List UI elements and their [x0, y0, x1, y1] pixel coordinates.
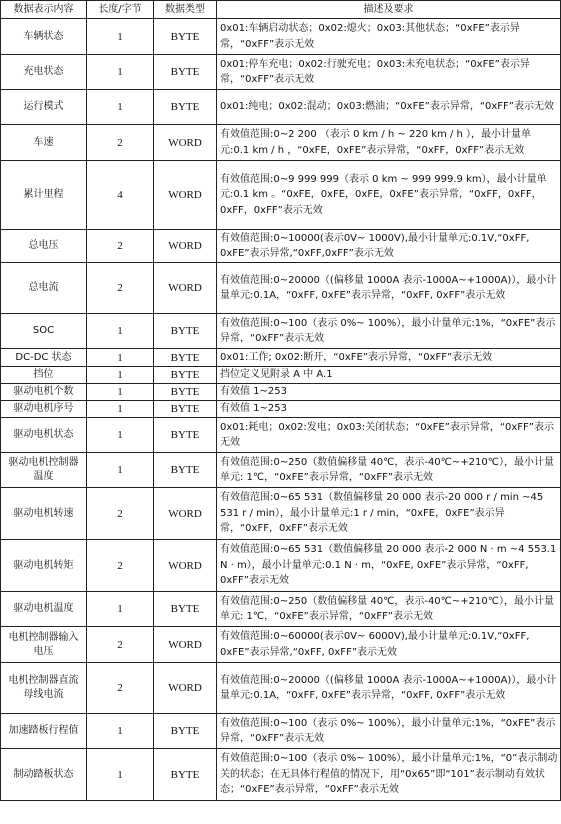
table-row: [1, 263, 561, 314]
row-description: 有效值范围:0~250（数值偏移量 40℃，表示-40℃~+210℃），最小计量单元: 1℃，“0xFE”表示异常，“0xFF”表示无效: [217, 592, 561, 627]
row-type: BYTE: [154, 401, 217, 418]
row-description: 有效值 1~253: [217, 384, 561, 401]
row-length: 2: [87, 540, 154, 592]
row-length: 4: [87, 161, 154, 230]
row-type: BYTE: [154, 714, 217, 749]
row-name: 挡位: [1, 367, 87, 384]
row-type: BYTE: [154, 90, 217, 125]
row-name: SOC: [1, 314, 87, 349]
row-description: 有效值范围:0~65 531（数值偏移量 20 000 表示-20 000 r / min ~45 531 r / min），最小计量单元:1 r / min，“0xFE，0xFE”表示异常，“0xFF，0xFF”表示无效: [217, 488, 561, 540]
table-row: [1, 384, 561, 401]
row-length: 1: [87, 418, 154, 453]
row-length: 1: [87, 401, 154, 418]
row-type: WORD: [154, 540, 217, 592]
row-description: 有效值范围:0~20000（(偏移量 1000A 表示-1000A~+1000A)），最小计量单元:0.1A，“0xFF, 0xFE”表示异常，“0xFF, 0xFF”表示无效: [217, 263, 561, 314]
row-name: 驱动电机转速: [1, 488, 87, 540]
row-type: BYTE: [154, 349, 217, 367]
table-row: [1, 349, 561, 367]
header-type: 数据类型: [154, 1, 217, 19]
row-length: 1: [87, 592, 154, 627]
row-type: BYTE: [154, 384, 217, 401]
row-length: 1: [87, 349, 154, 367]
row-name: 驱动电机个数: [1, 384, 87, 401]
table-row: [1, 367, 561, 384]
row-length: 1: [87, 453, 154, 488]
table-row: [1, 663, 561, 714]
row-type: BYTE: [154, 314, 217, 349]
row-length: 1: [87, 19, 154, 55]
row-name: 驱动电机状态: [1, 418, 87, 453]
row-description: 0x01:纯电；0x02:混动；0x03:燃油；“0xFE”表示异常，“0xFF”表示无效: [217, 90, 561, 125]
row-name: 总电流: [1, 263, 87, 314]
row-description: 有效值范围:0~100（表示 0%~ 100%），最小计量单元:1%，“0xFE”表示异常，“0xFF”表示无效: [217, 314, 561, 349]
row-description: 有效值范围:0~100（表示 0%~ 100%），最小计量单元:1%，“0xFE”表示异常，“0xFF”表示无效: [217, 714, 561, 749]
row-description: 0x01:停车充电；0x02:行驶充电；0x03:未充电状态；“0xFE”表示异常，“0xFF”表示无效: [217, 55, 561, 90]
row-length: 1: [87, 384, 154, 401]
row-name: 运行模式: [1, 90, 87, 125]
row-name: DC-DC 状态: [1, 349, 87, 367]
row-description: 有效值范围:0~20000（(偏移量 1000A 表示-1000A~+1000A)），最小计量单元:0.1A，“0xFF, 0xFE”表示异常，“0xFF, 0xFF”表示无效: [217, 663, 561, 714]
table-header-row: [1, 1, 561, 19]
row-description: 有效值范围:0~60000(表示0V~ 6000V),最小计量单元:0.1V,“0xFF, 0xFE”表示异常,“0xFF, 0xFF”表示无效: [217, 627, 561, 663]
row-description: 有效值范围:0~100（表示 0%~ 100%），最小计量单元:1%，“0”表示制动关的状态；在无具体行程值的情况下，用“0x65”即“101”表示制动有效状态；“0xFE”表示异常，“0xFF”表示无效: [217, 749, 561, 801]
row-type: WORD: [154, 230, 217, 263]
table-row: [1, 314, 561, 349]
table-row: [1, 627, 561, 663]
row-length: 1: [87, 749, 154, 801]
table-row: [1, 230, 561, 263]
table-row: [1, 161, 561, 230]
row-type: WORD: [154, 263, 217, 314]
row-length: 2: [87, 125, 154, 161]
row-name: 驱动电机转矩: [1, 540, 87, 592]
row-description: 有效值范围:0~250（数值偏移量 40℃，表示-40℃~+210℃），最小计量单元: 1℃，“0xFE”表示异常，“0xFF”表示无效: [217, 453, 561, 488]
row-name: 加速踏板行程值: [1, 714, 87, 749]
table-row: [1, 401, 561, 418]
row-length: 1: [87, 367, 154, 384]
row-length: 1: [87, 714, 154, 749]
row-description: 有效值范围:0~10000(表示0V~ 1000V),最小计量单元:0.1V,“0xFF, 0xFE”表示异常,“0xFF,0xFF”表示无效: [217, 230, 561, 263]
table-row: [1, 453, 561, 488]
table-row: [1, 125, 561, 161]
table-row: [1, 749, 561, 801]
row-description: 有效值范围:0~9 999 999（表示 0 km ~ 999 999.9 km），最小计量单元:0.1 km 。“0xFE，0xFE，0xFE，0xFE”表示异常，“0xFF，0xFF，0xFF，0xFF”表示无效: [217, 161, 561, 230]
row-length: 1: [87, 90, 154, 125]
row-length: 1: [87, 55, 154, 90]
row-name: 制动踏板状态: [1, 749, 87, 801]
row-type: BYTE: [154, 749, 217, 801]
row-description: 挡位定义见附录 A 中 A.1: [217, 367, 561, 384]
row-description: 0x01:工作; 0x02:断开，“0xFE”表示异常，“0xFF”表示无效: [217, 349, 561, 367]
row-length: 2: [87, 663, 154, 714]
row-type: BYTE: [154, 367, 217, 384]
row-description: 0x01:车辆启动状态；0x02:熄火；0x03:其他状态；“0xFE”表示异常，“0xFF”表示无效: [217, 19, 561, 55]
row-length: 2: [87, 230, 154, 263]
header-description: 描述及要求: [217, 1, 561, 19]
table-row: [1, 19, 561, 55]
row-type: WORD: [154, 125, 217, 161]
table-row: [1, 55, 561, 90]
row-description: 0x01:耗电；0x02:发电；0x03:关闭状态；“0xFE”表示异常，“0xFF”表示无效: [217, 418, 561, 453]
table-row: [1, 488, 561, 540]
row-length: 2: [87, 263, 154, 314]
header-length: 长度/字节: [87, 1, 154, 19]
row-description: 有效值范围:0~65 531（数值偏移量 20 000 表示-2 000 N · m ~4 553.1 N · m），最小计量单元:0.1 N · m，“0xFE, 0xFE”表示异常，“0xFF, 0xFF”表示无效: [217, 540, 561, 592]
row-name: 总电压: [1, 230, 87, 263]
row-name: 驱动电机温度: [1, 592, 87, 627]
table-row: [1, 714, 561, 749]
row-name: 电机控制器输入电压: [1, 627, 87, 663]
row-description: 有效值范围:0~2 200 （表示 0 km / h ~ 220 km / h ），最小计量单元:0.1 km / h ，“0xFE，0xFE”表示异常，“0xFF，0xFF”表示无效: [217, 125, 561, 161]
row-length: 2: [87, 627, 154, 663]
header-content: 数据表示内容: [1, 1, 87, 19]
row-name: 车速: [1, 125, 87, 161]
row-type: WORD: [154, 488, 217, 540]
row-description: 有效值 1~253: [217, 401, 561, 418]
table-row: [1, 592, 561, 627]
row-type: WORD: [154, 627, 217, 663]
row-name: 驱动电机序号: [1, 401, 87, 418]
row-type: BYTE: [154, 592, 217, 627]
row-name: 车辆状态: [1, 19, 87, 55]
row-type: BYTE: [154, 19, 217, 55]
row-length: 2: [87, 488, 154, 540]
table-row: [1, 90, 561, 125]
table-row: [1, 418, 561, 453]
row-type: WORD: [154, 663, 217, 714]
row-type: BYTE: [154, 418, 217, 453]
row-name: 驱动电机控制器温度: [1, 453, 87, 488]
row-type: WORD: [154, 161, 217, 230]
row-name: 充电状态: [1, 55, 87, 90]
row-length: 1: [87, 314, 154, 349]
table-row: [1, 540, 561, 592]
row-name: 电机控制器直流母线电流: [1, 663, 87, 714]
row-type: BYTE: [154, 453, 217, 488]
row-name: 累计里程: [1, 161, 87, 230]
row-type: BYTE: [154, 55, 217, 90]
